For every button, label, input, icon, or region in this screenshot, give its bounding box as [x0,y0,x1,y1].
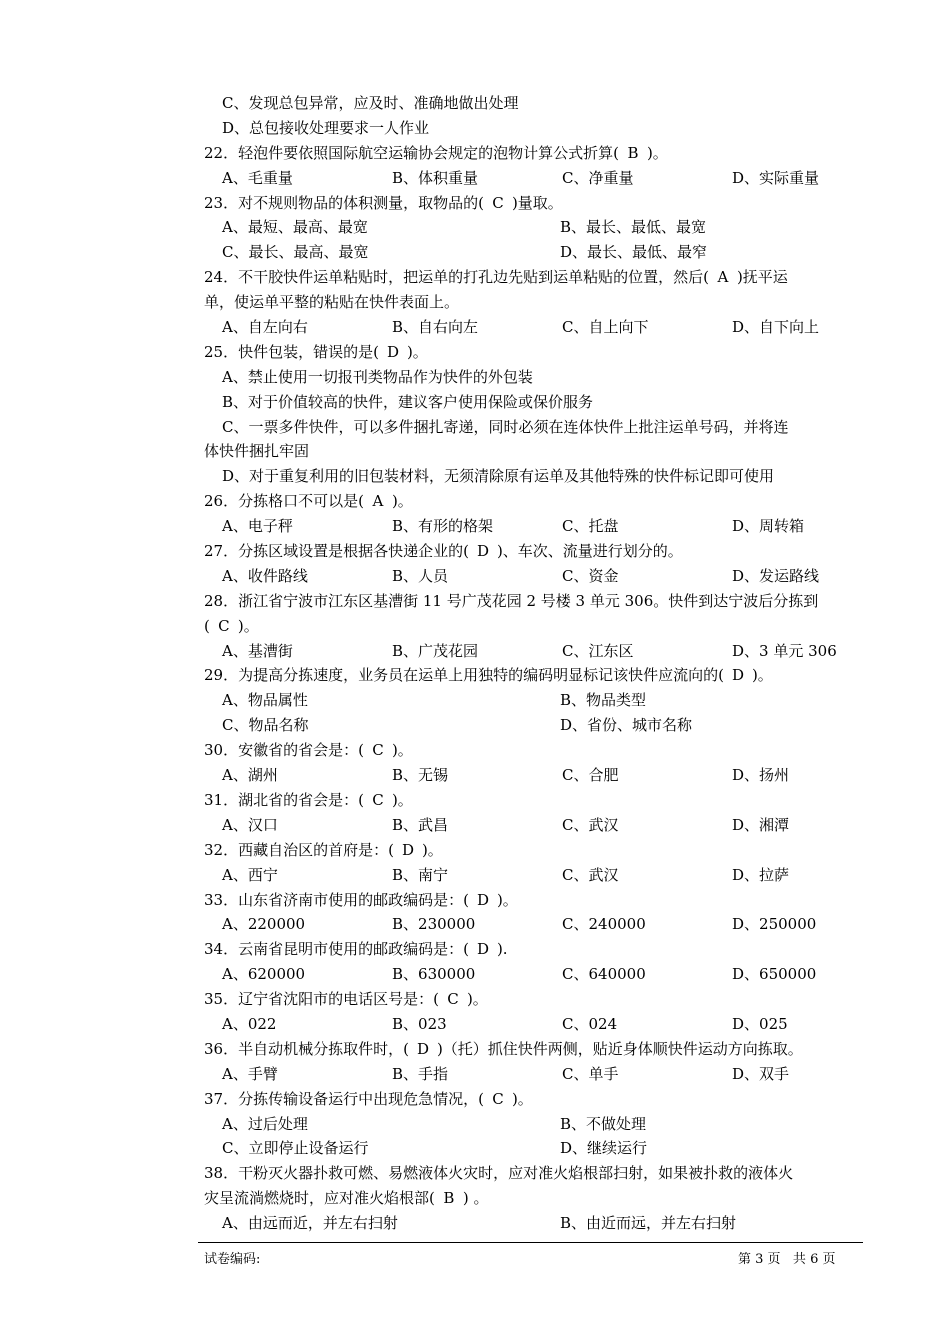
question-text: 27．分拣区域设置是根据各快递企业的( [204,542,469,561]
option-row [204,639,864,664]
option-line: C、发现总包异常，应及时、准确地做出处理 [222,94,519,112]
option-item: B、自右向左 [392,318,479,337]
option-item: D、双手 [732,1064,790,1083]
option-item: D、025 [732,1014,788,1033]
answer-letter: B [627,143,639,162]
question-text: 25．快件包装，错误的是( [204,342,379,361]
question-text-end: )。 [511,1089,533,1108]
option-item: B、有形的格架 [392,517,494,536]
option-item: B、最长、最低、最宽 [560,218,707,237]
option-item: D、继续运行 [560,1139,648,1158]
option-item: B、南宁 [392,865,449,884]
option-item: B、230000 [392,915,476,934]
option-row [204,962,864,987]
text-line: 38．干粉灭火器扑救可燃、易燃液体火灾时，应对准火焰根部扫射，如果被扑救的液体火 [204,1164,794,1183]
question-stem [204,340,864,365]
question-stem [204,489,864,514]
question-stem [204,265,864,290]
question-stem [204,539,864,564]
option-item: C、单手 [562,1064,619,1083]
option-item: C、净重量 [562,168,634,187]
option-row [204,713,864,738]
question-list [204,91,864,1236]
option-item: C、武汉 [562,865,619,884]
question-text-end: )量取。 [511,193,563,212]
option-item: B、体积重量 [392,168,479,187]
question-text-end: )。 [406,342,428,361]
question-text-end: )。 [391,741,413,760]
option-item: D、周转箱 [732,517,805,536]
page-number: 第 3 页 共 6 页 [738,1252,836,1267]
option-item: A、620000 [222,965,306,984]
option-item: B、由近而远，并左右扫射 [560,1214,737,1233]
answer-letter: A [372,492,384,511]
question-stem [204,1037,864,1062]
question-text-end: )。 [237,616,259,635]
answer-letter: D [416,1039,429,1058]
option-item: D、实际重量 [732,168,820,187]
option-row [204,564,864,589]
question-text: 26．分拣格口不可以是( [204,492,364,511]
answer-letter: D [401,840,414,859]
text-line: 单，使运单平整的粘贴在快件表面上。 [204,293,460,312]
option-item: B、物品类型 [560,691,647,710]
option-row [204,240,864,265]
option-row [204,514,864,539]
question-text: 24．不干胶快件运单粘贴时，把运单的打孔边先贴到运单粘贴的位置，然后( [204,268,709,287]
question-stem [204,191,864,216]
option-item: A、基漕街 [222,641,293,660]
option-item: A、由远而近，并左右扫射 [222,1214,398,1233]
question-text: 30．安徽省的省会是：( [204,741,364,760]
option-item: C、024 [562,1014,618,1033]
text-line: 体快件捆扎牢固 [204,442,310,461]
answer-letter: D [476,890,489,909]
question-text: 33．山东省济南市使用的邮政编码是：( [204,890,469,909]
paper-code-label: 试卷编码: [204,1252,261,1267]
option-item: A、最短、最高、最宽 [222,218,368,237]
question-text: 22．轻泡件要依照国际航空运输协会规定的泡物计算公式折算( [204,143,619,162]
option-item: C、物品名称 [222,716,309,735]
option-row [204,166,864,191]
question-text-end: )。 [646,143,668,162]
question-text-end: )。 [466,990,488,1009]
question-text: 31．湖北省的省会是：( [204,790,364,809]
option-item: A、220000 [222,915,306,934]
option-line: C、一票多件快件，可以多件捆扎寄递，同时必须在连体快件上批注运单号码，并将连 [222,417,789,436]
option-item: C、640000 [562,965,646,984]
answer-letter: C [447,990,459,1009]
option-item: D、250000 [732,915,817,934]
question-stem [204,987,864,1012]
option-item: A、汉口 [222,815,278,834]
option-item: B、630000 [392,965,476,984]
question-text: 32．西藏自治区的首府是：( [204,840,394,859]
option-row [204,912,864,937]
option-item: A、过后处理 [222,1114,308,1133]
option-item: C、江东区 [562,641,634,660]
question-text: ( [204,616,210,635]
option-item: D、650000 [732,965,817,984]
option-row [204,1112,864,1137]
option-item: B、广茂花园 [392,641,479,660]
option-item: A、西宁 [222,865,278,884]
question-text-end: ) 。 [462,1189,489,1208]
option-item: B、023 [392,1014,447,1033]
answer-letter: D [476,940,489,959]
question-stem [204,1186,864,1211]
answer-letter: D [386,342,399,361]
question-text-end: )抚平运 [736,268,788,287]
question-text-end: )（托）抓住快件两侧，贴近身体顺快件运动方向拣取。 [436,1039,803,1058]
question-stem [204,888,864,913]
option-row [204,1062,864,1087]
option-row [204,1012,864,1037]
option-line: D、对于重复利用的旧包装材料，无须清除原有运单及其他特殊的快件标记即可使用 [222,467,775,486]
question-stem [204,738,864,763]
question-stem [204,838,864,863]
option-item: D、3 单元 306 [732,641,837,660]
question-stem [204,937,864,962]
text-line: 28．浙江省宁波市江东区基漕街 11 号广茂花园 2 号楼 3 单元 306。快件到达宁波后分拣到 [204,591,819,610]
option-item: B、不做处理 [560,1114,647,1133]
option-item: C、资金 [562,566,619,585]
answer-letter: D [476,542,489,561]
option-item: D、最长、最低、最窄 [560,243,708,262]
option-item: D、扬州 [732,766,790,785]
question-text: 29．为提高分拣速度，业务员在运单上用独特的编码明显标记该快件应流向的( [204,666,724,685]
option-item: C、240000 [562,915,646,934]
answer-letter: C [492,1089,504,1108]
option-item: D、湘潭 [732,815,790,834]
option-line: D、总包接收处理要求一人作业 [222,118,430,137]
question-stem [204,663,864,688]
question-text: 灾呈流淌燃烧时，应对准火焰根部( [204,1189,435,1208]
option-row [204,1211,864,1236]
option-item: C、最长、最高、最宽 [222,243,369,262]
question-text-end: ). [496,940,508,959]
answer-letter: A [717,268,729,287]
question-text: 36．半自动机械分拣取件时，( [204,1039,409,1058]
option-row [204,215,864,240]
option-item: A、物品属性 [222,691,308,710]
question-text-end: )。 [421,840,443,859]
option-item: C、托盘 [562,517,619,536]
option-item: B、无锡 [392,766,449,785]
question-text: 23．对不规则物品的体积测量，取物品的( [204,193,484,212]
option-item: C、武汉 [562,815,619,834]
answer-letter: C [372,790,384,809]
question-text: 35．辽宁省沈阳市的电话区号是：( [204,990,439,1009]
option-line: B、对于价值较高的快件，建议客户使用保险或保价服务 [222,392,594,411]
option-item: B、人员 [392,566,449,585]
question-text-end: )、车次、流量进行划分的。 [496,542,683,561]
answer-letter: C [492,193,504,212]
question-text-end: )。 [751,666,773,685]
question-stem [204,788,864,813]
option-item: D、省份、城市名称 [560,716,693,735]
question-text: 37．分拣传输设备运行中出现危急情况，( [204,1089,484,1108]
option-item: B、武昌 [392,815,449,834]
option-item: A、毛重量 [222,168,293,187]
option-item: C、合肥 [562,766,619,785]
answer-letter: C [218,616,230,635]
option-row [204,1136,864,1161]
option-row [204,763,864,788]
option-item: A、电子秤 [222,517,293,536]
question-stem [204,614,864,639]
option-row [204,688,864,713]
question-text-end: )。 [496,890,518,909]
option-item: A、022 [222,1014,277,1033]
question-stem [204,141,864,166]
option-row [204,863,864,888]
answer-letter: C [372,741,384,760]
option-item: D、自下向上 [732,318,820,337]
option-item: D、发运路线 [732,566,820,585]
option-item: D、拉萨 [732,865,790,884]
option-item: A、手臂 [222,1064,278,1083]
option-item: C、立即停止设备运行 [222,1139,369,1158]
option-row [204,315,864,340]
question-stem [204,1087,864,1112]
answer-letter: D [731,666,744,685]
option-item: B、手指 [392,1064,449,1083]
option-item: A、自左向右 [222,318,308,337]
footer-divider [198,1242,863,1243]
option-line: A、禁止使用一切报刊类物品作为快件的外包装 [222,367,533,386]
option-row [204,813,864,838]
option-item: A、收件路线 [222,566,308,585]
question-text-end: )。 [391,492,413,511]
question-text: 34．云南省昆明市使用的邮政编码是：( [204,940,469,959]
answer-letter: B [443,1189,455,1208]
question-text-end: )。 [391,790,413,809]
option-item: C、自上向下 [562,318,649,337]
option-item: A、湖州 [222,766,278,785]
